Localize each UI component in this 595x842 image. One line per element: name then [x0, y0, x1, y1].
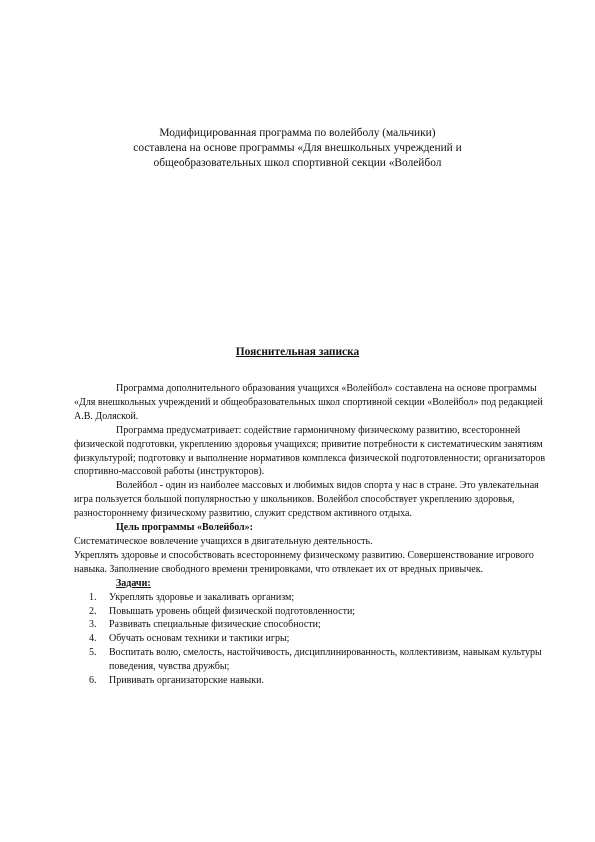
- list-item: [74, 632, 552, 646]
- list-item: [74, 605, 552, 619]
- list-item: [74, 646, 552, 674]
- title-line-2: составлена на основе программы «Для внешкольных учреждений и: [133, 142, 462, 154]
- list-item-text: Прививать организаторские навыки.: [109, 675, 264, 687]
- list-number: 3.: [89, 619, 97, 631]
- paragraph-provisions: Программа предусматривает: содействие гармоничному физическому развитию, всесторонней физической подготовки, укреплению здоровья учащихся; привитие потребности к систематическим занятиям физкультурой; подготовку и выполнение нормативов комплекса физической подготовленности; организаторов спортивно-массовой работы (инструкторов).: [74, 424, 546, 478]
- list-item-text: Развивать специальные физические способности;: [109, 619, 321, 631]
- list-item-text: Воспитать волю, смелость, настойчивость, дисциплинированность, коллективизм, навыкам культуры поведения, чувства дружбы;: [109, 647, 542, 673]
- tasks-list: [74, 591, 552, 688]
- list-number: 2.: [89, 605, 97, 617]
- paragraph-volleyball: Волейбол - один из наиболее массовых и любимых видов спорта у нас в стране. Это увлекательная игра пользуется большой популярностью у школьников. Волейбол способствует укреплению здоровья, разностороннему физическому развитию, служит средством активного отдыха.: [74, 480, 539, 520]
- list-item-text: Обучать основам техники и тактики игры;: [109, 633, 290, 645]
- section-heading: Пояснительная записка: [235, 346, 360, 358]
- list-item: [74, 591, 552, 605]
- tasks-heading: Задачи:: [116, 577, 151, 589]
- list-item: [74, 674, 552, 688]
- document-title: [60, 126, 535, 171]
- body-text: [74, 382, 552, 688]
- list-number: 4.: [89, 633, 97, 645]
- list-item: [74, 618, 552, 632]
- paragraph-program: Программа дополнительного образования учащихся «Волейбол» составлена на основе программы «Для внешкольных учреждений и общеобразовательных школ спортивной секции «Волейбол» под редакцией А.В. Доляской.: [74, 383, 543, 422]
- list-item-text: Повышать уровень общей физической подготовленности;: [109, 605, 356, 617]
- list-number: 6.: [89, 675, 97, 687]
- goal-heading: Цель программы «Волейбол»:: [116, 522, 253, 534]
- title-line-1: Модифицированная программа по волейболу (мальчики): [159, 127, 436, 139]
- goal-line-1: Систематическое вовлечение учащихся в двигательную деятельность.: [74, 535, 373, 547]
- title-line-3: общеобразовательных школ спортивной секции «Волейбол: [153, 157, 442, 169]
- list-number: 5.: [89, 647, 97, 659]
- goal-line-2: Укреплять здоровье и способствовать всестороннему физическому развитию. Совершенствование игрового навыка. Заполнение свободного времени тренировками, что отвлекает их от вредных привычек.: [74, 549, 534, 575]
- list-number: 1.: [89, 591, 97, 603]
- list-item-text: Укреплять здоровье и закаливать организм;: [109, 591, 295, 603]
